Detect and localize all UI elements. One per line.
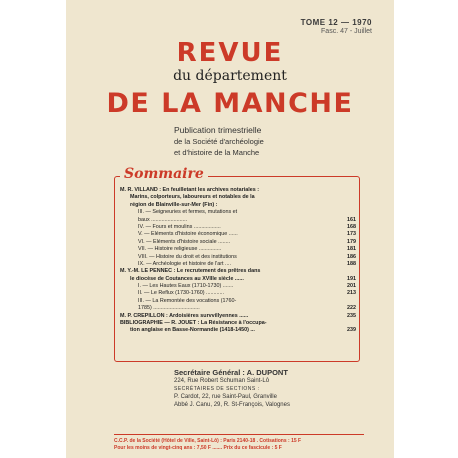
toc-entry-page: 235 (347, 312, 356, 319)
toc-entry-text: IV. — Fours et moulins .................. (138, 223, 221, 230)
toc-entry (120, 239, 356, 246)
toc-entry (120, 298, 356, 305)
toc-entry-text: M. Y.-M. LE PENNEC : Le recrutement des prêtres dans (120, 268, 261, 275)
toc-entry (120, 327, 356, 334)
toc-entry-text: III. — La Remontée des vocations (1760- (138, 297, 237, 304)
toc-entry-page: 213 (347, 290, 356, 297)
title-revue: REVUE (176, 38, 284, 68)
toc-entry-text: BIBLIOGRAPHIE — R. JOUET : La Résistance à l'occupa- (120, 320, 267, 327)
footer-divider (114, 434, 364, 435)
toc-entry (120, 276, 356, 283)
toc-entry-text: M. R. VILLAND : En feuilletant les archives notariales : (120, 187, 259, 193)
toc-entry-text: M. P. CRÉPILLON : Ardoisières survvillyennes ...... (120, 312, 249, 319)
toc-entry-text: le diocèse de Coutances au XVIIIe siècle ...... (130, 275, 244, 282)
toc-entry-page: 179 (347, 238, 356, 245)
toc-entry (120, 224, 356, 231)
tome-label: TOME 12 — 1970 (300, 18, 372, 27)
section-secretary-1: P. Cardot, 22, rue Saint-Paul, Granville (174, 394, 277, 400)
toc-entry (120, 246, 356, 253)
toc-entry-text: VII. — Histoire religieuse ............... (138, 246, 222, 253)
toc-entry-text: 1785) ............................... (138, 305, 200, 312)
toc-entry (120, 261, 356, 268)
toc-entry (120, 268, 356, 275)
issue-info (301, 18, 372, 36)
table-of-contents (120, 187, 356, 335)
publication-subtitle (174, 125, 264, 158)
toc-entry-text: VI. — Éléments d'histoire sociale ........ (138, 238, 231, 245)
toc-entry (120, 305, 356, 312)
toc-entry-page: 168 (347, 223, 356, 230)
toc-entry (120, 187, 356, 194)
toc-entry-page: 188 (347, 260, 356, 267)
sommaire-heading: Sommaire (120, 166, 208, 182)
section-secretary-2: Abbé J. Canu, 29, R. St-François, Valognes (174, 402, 290, 408)
title-de-la-manche: DE LA MANCHE (106, 88, 354, 119)
toc-entry-page: 222 (347, 305, 356, 312)
toc-entry-page: 201 (347, 283, 356, 290)
toc-entry-text: I. — Les Hautes Eaux (1710-1730) ....... (138, 283, 234, 290)
toc-entry-page: 239 (347, 327, 356, 334)
footer-info (114, 438, 364, 452)
fasc-label: Fasc. 47 - Juillet (321, 28, 372, 35)
secretary-address: 224, Rue Robert Schuman Saint-Lô (174, 378, 270, 384)
toc-entry-page: 186 (347, 253, 356, 260)
toc-entry (120, 194, 356, 201)
toc-entry-text: Marins, colporteurs, laboureurs et notables de la (130, 194, 255, 201)
toc-entry (120, 290, 356, 297)
subtitle-line-2: de la Société d'archéologie (174, 137, 264, 146)
subtitle-line-3: et d'histoire de la Manche (174, 148, 260, 157)
toc-entry (120, 283, 356, 290)
toc-entry-page: 191 (347, 275, 356, 282)
toc-entry (120, 217, 356, 224)
toc-entry-text: III. — Seigneuries et fermes, mutations et (138, 209, 238, 216)
toc-entry-text: région de Blainville-sur-Mer (Fin) : (130, 201, 218, 208)
toc-entry-text: tion anglaise en Basse-Normandie (1418-1450) ... (130, 327, 255, 334)
toc-entry-text: II. — Le Reflux (1730-1760) ............ (138, 290, 224, 297)
toc-entry-page: 161 (347, 216, 356, 223)
toc-entry (120, 313, 356, 320)
toc-entry (120, 202, 356, 209)
title-du-departement: du département (173, 68, 287, 84)
toc-entry-page: 181 (347, 246, 356, 253)
journal-cover (66, 0, 394, 458)
toc-entry (120, 254, 356, 261)
footer-line-2: Pour les moins de vingt-cinq ans : 7,50 F ....... Prix du ce fascicule : 5 F (114, 445, 282, 451)
toc-entry-text: IX. — Archéologie et histoire de l'art .... (138, 260, 232, 267)
secretary-info (174, 369, 290, 409)
toc-entry-text: baux ........................ (138, 216, 188, 223)
secretary-general: Secrétaire Général : A. DUPONT (174, 368, 288, 377)
toc-entry-text: V. — Éléments d'histoire économique ...... (138, 231, 238, 238)
toc-entry-text: VIII. — Histoire du droit et des institutions (138, 253, 237, 260)
subtitle-line-1: Publication trimestrielle (174, 125, 262, 135)
footer-line-1: C.C.P. de la Société (Hôtel de Ville, Saint-Lô) : Paris 2140-18 . Cotisations : 15 F (114, 438, 302, 444)
toc-entry (120, 231, 356, 238)
section-secretaries-heading: SECRÉTAIRES DE SECTIONS : (174, 386, 260, 392)
toc-entry (120, 209, 356, 216)
toc-entry (120, 320, 356, 327)
toc-entry-page: 173 (347, 231, 356, 238)
